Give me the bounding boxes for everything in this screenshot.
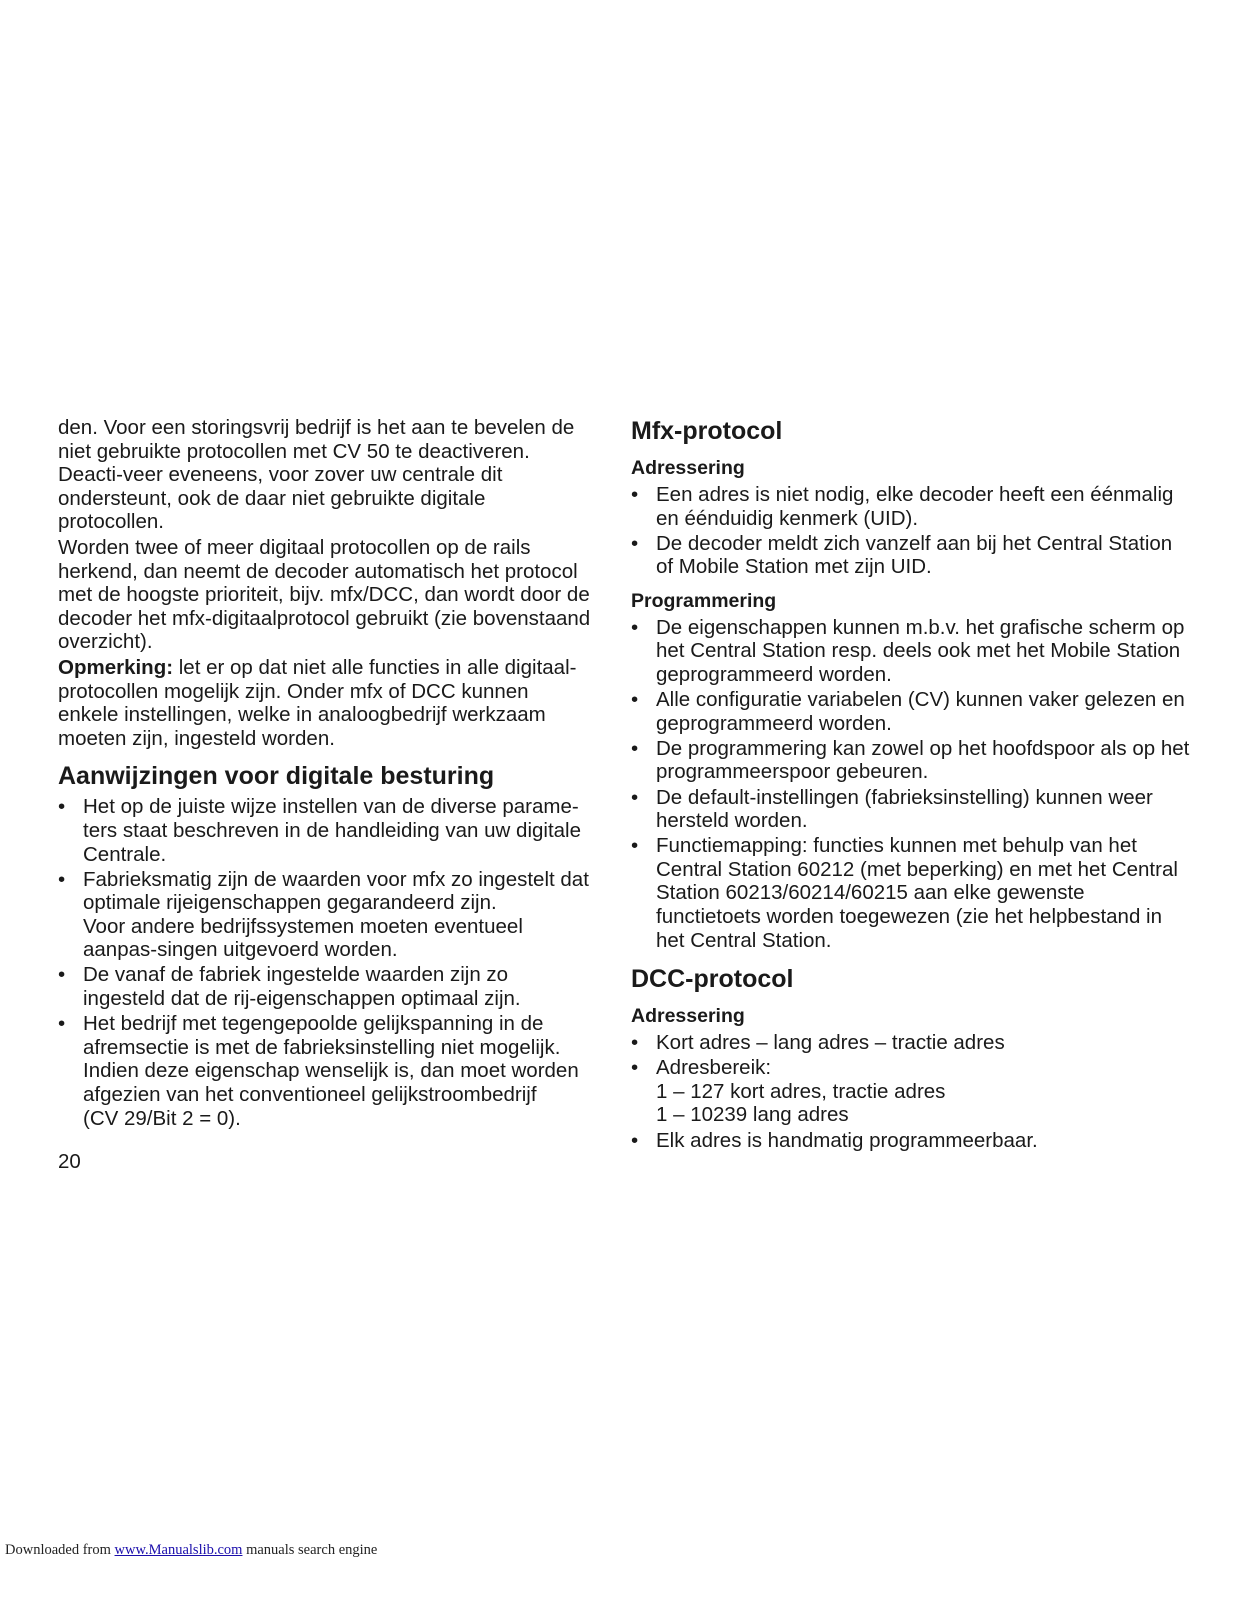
bullet-glyph: • [58,795,66,819]
digital-control-heading: Aanwijzingen voor digitale besturing [58,762,495,791]
footer-suffix: manuals search engine [242,1542,378,1558]
address-range-long: 1 – 10239 lang adres [656,1103,849,1127]
protocol-priority-paragraph: Worden twee of meer digitaal protocollen op de rails herkend, dan neemt de decoder automatisch het protocol met de hoogste prioriteit, bijv. mfx/DCC, dan wordt door de decoder het mfx-digitaalprotocol gebruikt (zie bovenstaand overzicht). [58,535,591,654]
bullet-glyph: • [631,531,639,555]
list-item: • Het bedrijf met tegengepoolde gelijkspanning in de afremsectie is met de fabrieksinstelling niet mogelijk. Indien deze eigenschap wenselijk is, dan moet worden afgezien van het conventioneel gelijkstroombedrijf (CV 29/Bit 2 = 0). [58,1012,579,1130]
address-range-short: 1 – 127 kort adres, tractie adres [656,1079,946,1103]
bullet-glyph: • [58,1012,66,1036]
list-item: • De default-instellingen (fabrieksinstelling) kunnen weer hersteld worden. [631,785,1153,833]
left-column [58,416,593,1132]
bullet-glyph: • [631,785,639,809]
bullet-glyph: • [58,963,66,987]
page-number: 20 [58,1150,81,1173]
note-paragraph [58,656,593,750]
mfx-programming-list [631,616,1191,952]
list-item: • De eigenschappen kunnen m.b.v. het grafische scherm op het Central Station resp. deels ook met het Mobile Station geprogrammeerd worden. [631,615,1185,687]
bullet-glyph: • [631,615,639,639]
footer-prefix: Downloaded from [5,1542,115,1558]
list-item: • Het op de juiste wijze instellen van de diverse parame-ters staat beschreven in de handleiding van uw digitale Centrale. [58,795,582,866]
list-item: • De programmering kan zowel op het hoofdspoor als op het programmeerspoor gebeuren. [631,736,1190,784]
note-label: Opmerking: [58,655,174,679]
mfx-addressing-list [631,483,1191,579]
bullet-glyph: • [631,688,639,712]
right-column [631,416,1191,1154]
list-item: • Functiemapping: functies kunnen met behulp van het Central Station 60212 (met beperking) en met het Central Station 60213/60214/60215 aan elke gewenste functietoets worden toegewezen (zie het helpbestand in het Central Station. [631,834,1178,952]
dcc-protocol-heading: DCC-protocol [631,965,794,994]
bullet-glyph: • [631,834,639,858]
mfx-protocol-heading: Mfx-protocol [631,417,783,445]
bullet-glyph: • [631,1031,639,1055]
list-item: • Elk adres is handmatig programmeerbaar. [631,1128,1038,1152]
bullet-glyph: • [631,1056,639,1080]
intro-paragraph: den. Voor een storingsvrij bedrijf is het aan te bevelen de niet gebruikte protocollen met CV 50 te deactiveren. Deacti-veer eveneens, voor zover uw centrale dit ondersteunt, ook de daar niet gebruikte digitale protocollen. [58,416,575,534]
note-text: let er op dat niet alle functies in alle digitaal-protocollen mogelijk zijn. Onder mfx of DCC kunnen enkele instellingen, welke in analoogbedrijf werkzaam moeten zijn, ingesteld worden. [58,655,577,750]
bullet-glyph: • [631,736,639,760]
list-item: • Kort adres – lang adres – tractie adres [631,1031,1005,1055]
list-item: • De decoder meldt zich vanzelf aan bij het Central Station of Mobile Station met zijn UID. [631,531,1173,579]
mfx-programming-subheading: Programmering [631,589,777,612]
list-item: • Een adres is niet nodig, elke decoder heeft een éénmalig en éénduidig kenmerk (UID). [631,483,1174,530]
download-footer [5,1542,377,1559]
dcc-addressing-list [631,1031,1191,1152]
list-item: • Adresbereik: 1 – 127 kort adres, tractie adres 1 – 10239 lang adres [631,1056,946,1127]
list-item: • De vanaf de fabriek ingestelde waarden zijn zo ingesteld dat de rij-eigenschappen optimaal zijn. [58,963,521,1011]
list-item: • Alle configuratie variabelen (CV) kunnen vaker gelezen en geprogrammeerd worden. [631,688,1185,735]
bullet-glyph: • [631,1128,639,1152]
mfx-addressing-subheading: Adressering [631,457,745,479]
bullet-glyph: • [631,483,639,506]
dcc-addressing-subheading: Adressering [631,1005,745,1028]
digital-control-list [58,795,593,1130]
bullet-glyph: • [58,867,66,891]
manualslib-link[interactable]: www.Manualslib.com [114,1542,243,1558]
list-item: • Fabrieksmatig zijn de waarden voor mfx zo ingestelt dat optimale rijeigenschappen gegarandeerd zijn. Voor andere bedrijfssystemen moeten eventueel aanpas-singen uitgevoerd worden. [58,867,589,962]
